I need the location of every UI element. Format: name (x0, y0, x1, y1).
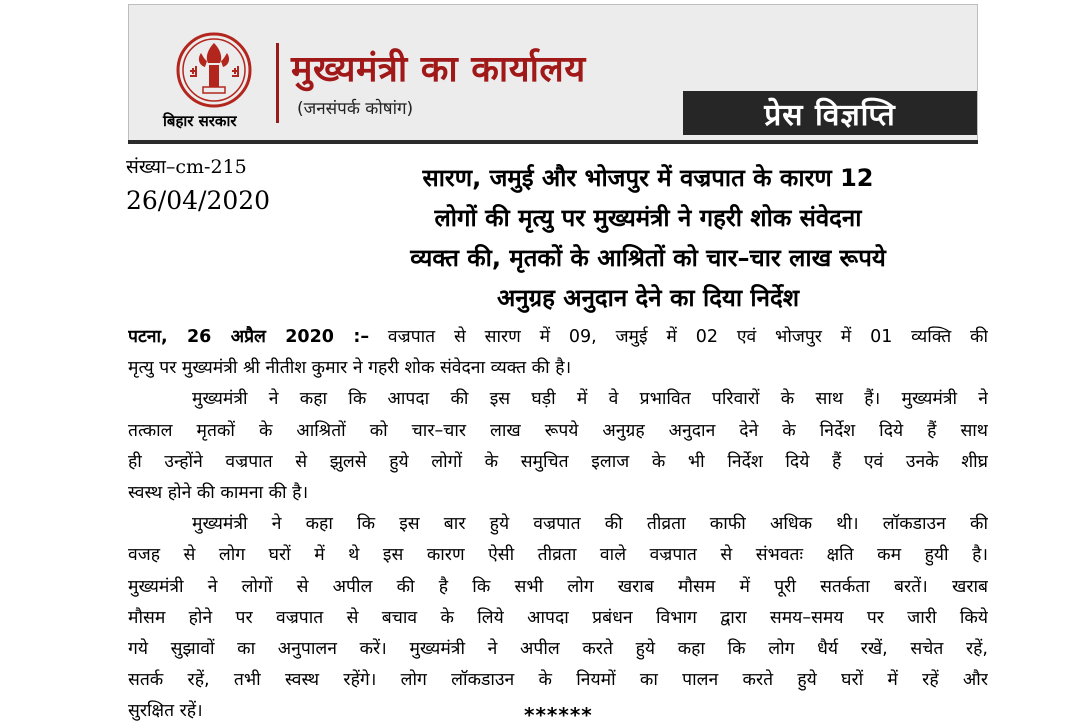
body-line: मौसम होने पर वज्रपात से बचाव के लिये आपदा प्रबंधन विभाग द्वारा समय–समय पर जारी किये (128, 607, 988, 628)
release-date: 26/04/2020 (126, 186, 271, 215)
body-line: मुख्यमंत्री ने कहा कि इस बार हुये वज्रपात की तीव्रता काफी अधिक थी। लॉकडाउन की (192, 514, 988, 535)
body-line: स्वस्थ होने की कामना की है। (128, 483, 309, 504)
emblem-label: बिहार सरकार (163, 112, 237, 130)
body-line-text: वज्रपात से सारण में 09, जमुई में 02 एवं भोजपुर में 01 व्यक्ति की (369, 327, 988, 347)
office-subtitle: (जनसंपर्क कोषांग) (297, 99, 414, 119)
press-body (128, 322, 988, 728)
body-line: सतर्क रहें, तभी स्वस्थ रहेंगे। लोग लॉकडाउन के नियमों का पालन करते हुये घरों में रहें और (128, 670, 988, 691)
body-line: गये सुझावों का अनुपालन करें। मुख्यमंत्री ने अपील करते हुये कहा कि लोग धैर्य रखें, सचेत रहें, (128, 639, 988, 660)
office-title: मुख्यमंत्री का कार्यालय (291, 49, 586, 90)
body-line: मृत्यु पर मुख्यमंत्री श्री नीतीश कुमार ने गहरी शोक संवेदना व्यक्त की है। (128, 358, 572, 379)
body-line: सुरक्षित रहें। (128, 701, 203, 722)
headline-line: सारण, जमुई और भोजपुर में वज्रपात के कारण 12 (422, 164, 874, 192)
body-line: मुख्यमंत्री ने लोगों से अपील की है कि सभी लोग खराब मौसम में पूरी सतर्कता बरतें। खराब (128, 576, 988, 597)
body-line: मुख्यमंत्री ने कहा कि आपदा की इस घड़ी में वे प्रभावित परिवारों के साथ हैं। मुख्यमंत्री ने (192, 389, 988, 410)
press-release-label: प्रेस विज्ञप्ति (683, 91, 977, 135)
body-line: वजह से लोग घरों में थे इस कारण ऐसी तीव्रता वाले वज्रपात से संभवतः क्षति कम हुयी है। (128, 545, 988, 566)
headline-line: व्यक्त की, मृतकों के आश्रितों को चार–चार लाख रूपये (410, 244, 886, 272)
banner-shadow-bar (128, 140, 978, 144)
headline (288, 158, 1008, 318)
end-mark: ****** (524, 703, 593, 727)
header-divider (276, 43, 279, 123)
headline-line: अनुग्रह अनुदान देने का दिया निर्देश (496, 284, 800, 312)
dateline: पटना, 26 अप्रैल 2020 :– (128, 327, 370, 347)
header-banner (128, 4, 978, 141)
headline-line: लोगों की मृत्यु पर मुख्यमंत्री ने गहरी शोक संवेदना (434, 204, 862, 232)
body-line (128, 322, 988, 353)
bihar-emblem-icon (175, 31, 253, 109)
body-line: तत्काल मृतकों के आश्रितों को चार–चार लाख रूपये अनुग्रह अनुदान देने के निर्देश दिये हैं साथ (128, 420, 988, 441)
release-number: संख्या–cm-215 (126, 156, 247, 178)
body-line: ही उन्होंने वज्रपात से झुलसे हुये लोगों के समुचित इलाज के भी निर्देश दिये हैं एवं उनके शीघ्र (128, 451, 988, 472)
